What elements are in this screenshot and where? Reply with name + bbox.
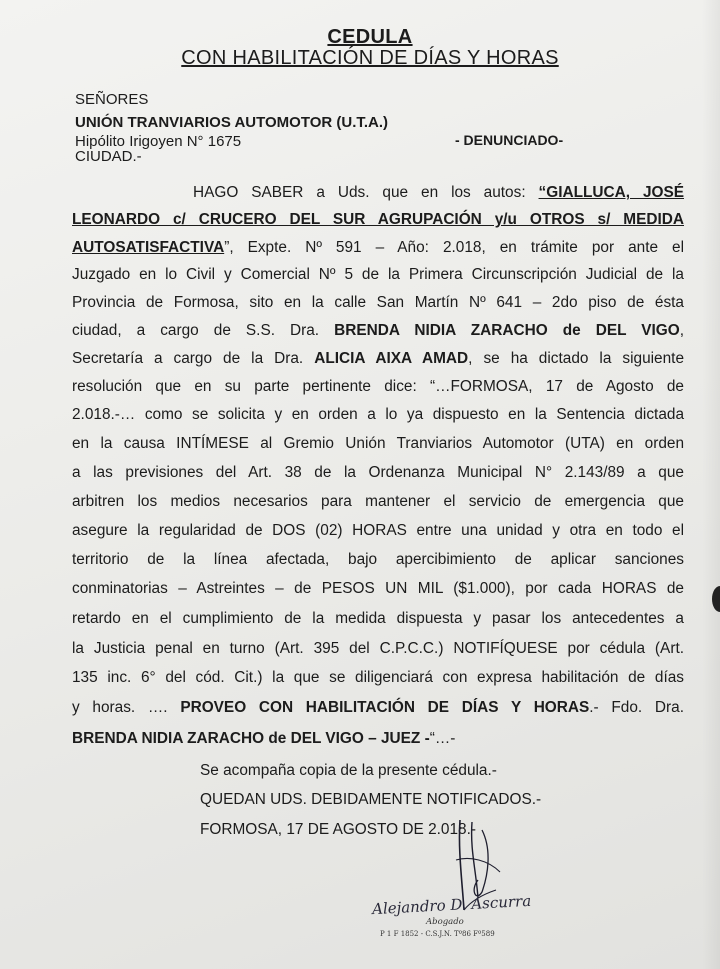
secretary-name: ALICIA AIXA AMAD [314,350,469,367]
body-line: Juzgado en lo Civil y Comercial Nº 5 de la Primera Circunscripción Judicial de la [72,266,684,283]
closing-line-copy: Se acompaña copia de la presente cédula.- [200,762,497,779]
body-line: BRENDA NIDIA ZARACHO de DEL VIGO – JUEZ -“…- [72,730,456,747]
body-line: conminatorias – Astreintes – de PESOS UN MIL ($1.000), por cada HORAS de [72,580,684,597]
order-statement: PROVEO CON HABILITACIÓN DE DÍAS Y HORAS [180,699,590,716]
body-line: asegure la regularidad de DOS (02) HORAS entre una unidad y otra en todo el [72,522,684,539]
case-title-end: AUTOSATISFACTIVA [72,239,225,256]
body-line: y horas. …. PROVEO CON HABILITACIÓN DE DÍAS Y HORAS.- Fdo. Dra. [72,699,684,716]
document-title: CEDULA [327,26,413,48]
body-line: arbitren los medios necesarios para mantener el servicio de emergencia que [72,493,684,510]
paper-edge-shadow [702,0,720,969]
signature-name: Alejandro D. Ascurra [371,891,532,919]
closing-line-date: FORMOSA, 17 DE AGOSTO DE 2.018.- [200,821,476,838]
judge-name: BRENDA NIDIA ZARACHO de DEL VIGO [334,322,680,339]
case-title-line: LEONARDO c/ CRUCERO DEL SUR AGRUPACIÓN y/u OTROS s/ MEDIDA [72,211,684,228]
addressee-salutation: SEÑORES [75,91,149,108]
signature-registration: P 1 F 1852 - C.S.J.N. Tº86 Fº589 [380,930,495,938]
body-line: en la causa INTÍMESE al Gremio Unión Tranviarios Automotor (UTA) en orden [72,435,684,452]
addressee-street: Hipólito Irigoyen N° 1675 [75,133,242,150]
addressee-city: CIUDAD.- [75,148,142,165]
signature-title: Abogado [426,917,464,927]
addressee-role: - DENUNCIADO- [455,132,564,148]
judge-signature-line: BRENDA NIDIA ZARACHO de DEL VIGO – JUEZ - [72,730,430,747]
body-line: 135 inc. 6° del cód. Cit.) la que se diligenciará con expresa habilitación de días [72,669,684,686]
body-line: la Justicia penal en turno (Art. 395 del C.P.C.C.) NOTIFÍQUESE por cédula (Art. [72,640,684,657]
body-line: Provincia de Formosa, sito en la calle San Martín Nº 641 – 2do piso de ésta [72,294,684,311]
document-subtitle: CON HABILITACIÓN DE DÍAS Y HORAS [181,47,559,69]
addressee-name: UNIÓN TRANVIARIOS AUTOMOTOR (U.T.A.) [75,114,389,131]
body-line: 2.018.-… como se solicita y en orden a lo ya dispuesto en la Sentencia dictada [72,406,684,423]
body-line: AUTOSATISFACTIVA”, Expte. Nº 591 – Año: 2.018, en trámite por ante el [72,239,684,256]
body-line: retardo en el cumplimiento de la medida dispuesta y pasar los antecedentes a [72,610,684,627]
body-line: HAGO SABER a Uds. que en los autos: “GIALLUCA, JOSÉ [193,184,684,201]
case-title-start: “GIALLUCA, JOSÉ [538,184,684,201]
body-line: resolución que en su parte pertinente dice: “…FORMOSA, 17 de Agosto de [72,378,684,395]
body-line: Secretaría a cargo de la Dra. ALICIA AIXA AMAD, se ha dictado la siguiente [72,350,685,367]
closing-line-notified: QUEDAN UDS. DEBIDAMENTE NOTIFICADOS.- [200,791,542,808]
body-line: territorio de la línea afectada, bajo apercibimiento de aplicar sanciones [72,551,684,568]
body-line: ciudad, a cargo de S.S. Dra. BRENDA NIDIA ZARACHO de DEL VIGO, [72,322,684,339]
body-line: a las previsiones del Art. 38 de la Ordenanza Municipal N° 2.143/89 a que [72,464,684,481]
